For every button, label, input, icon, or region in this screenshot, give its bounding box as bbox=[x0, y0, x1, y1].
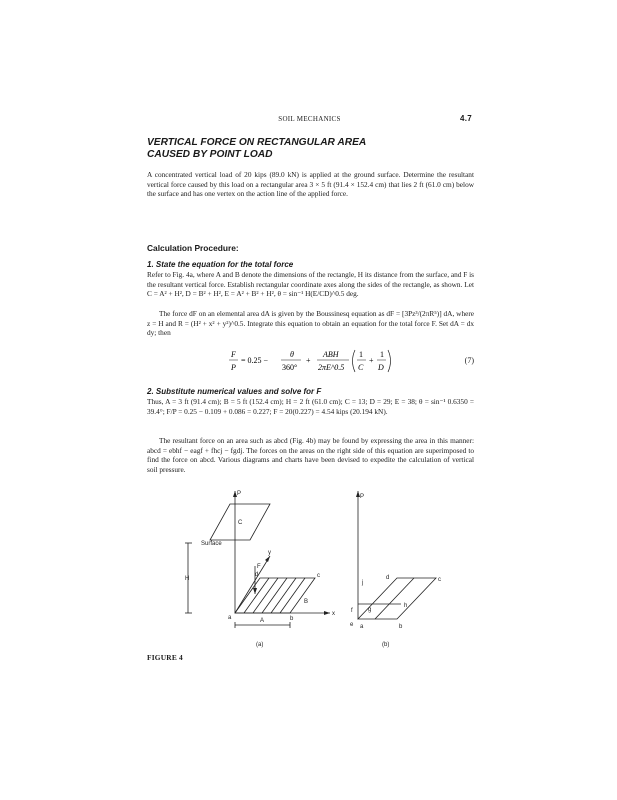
eq-plus: + bbox=[306, 356, 311, 365]
fig-a-label-A: A bbox=[260, 618, 265, 624]
figure-4a bbox=[185, 491, 335, 648]
step-2-paragraph-2: The resultant force on an area such as abcd (Fig. 4b) may be found by expressing the area in this manner: abcd = ebhf − eagf + fhcj − fgdj. The forces on the areas on the right side of this equation are superimposed to find the force on abcd. Various diagrams and charts have been devised to expedite the calculation of vertical soil pressure. bbox=[147, 436, 474, 474]
running-title: SOIL MECHANICS bbox=[278, 115, 341, 123]
eq-inner-denominator-1: C bbox=[358, 363, 364, 372]
fig-a-label-C: C bbox=[238, 520, 243, 526]
fig-b-label-j: j bbox=[362, 580, 364, 586]
fig-b-label-a: a bbox=[360, 624, 364, 630]
fig-b-label-P: P bbox=[360, 494, 365, 500]
eq-inner-numerator-2: 1 bbox=[380, 350, 384, 359]
eq-abh-denominator: 2πE^0.5 bbox=[318, 363, 345, 372]
eq-lhs-numerator: F bbox=[231, 350, 236, 359]
fig-a-label-P: P bbox=[237, 491, 242, 497]
eq-inner-plus: + bbox=[369, 356, 374, 365]
fig-b-panel-label: (b) bbox=[382, 642, 390, 648]
step-1-paragraph-2: The force dF on an elemental area dA is given by the Boussinesq equation as dF = [3Pz³/(2πR⁵)] dA, where z = H and R = (H² + x² + y²)^0.5. Integrate this equation to obtain an equation for the total force F. Set dA = dx dy; then bbox=[147, 309, 474, 337]
figure-4b bbox=[350, 491, 441, 648]
eq-theta-denominator: 360° bbox=[282, 363, 298, 372]
section-title-line-2: CAUSED BY POINT LOAD bbox=[147, 149, 273, 160]
eq-abh-numerator: ABH bbox=[323, 350, 339, 359]
fig-b-label-c: c bbox=[438, 577, 441, 583]
page-number: 4.7 bbox=[459, 114, 472, 123]
section-title bbox=[147, 137, 477, 161]
fig-b-label-f: f bbox=[351, 608, 353, 614]
fig-b-label-d: d bbox=[386, 575, 390, 581]
fig-a-label-a: a bbox=[228, 615, 232, 621]
step-1-paragraph-1: Refer to Fig. 4a, where A and B denote the dimensions of the rectangle, H its distance from the surface, and F is the resultant vertical force. Establish rectangular coordinate axes along the sides of the rectangle, as shown. Let C = A² + H², D = B² + H², E = A² + B² + H², θ = sin⁻¹ H(E/CD)^0.5 deg. bbox=[147, 270, 474, 298]
equation-7 bbox=[147, 348, 474, 376]
figure-4 bbox=[185, 486, 450, 651]
fig-a-label-b: b bbox=[290, 616, 294, 622]
eq-constant: = 0.25 − bbox=[241, 356, 269, 365]
fig-b-label-e: e bbox=[350, 622, 354, 628]
fig-a-label-surface: Surface bbox=[201, 541, 222, 547]
fig-a-label-y: y bbox=[268, 550, 271, 556]
fig-b-label-h: h bbox=[404, 603, 408, 609]
fig-a-label-H: H bbox=[185, 576, 190, 582]
fig-a-label-x: x bbox=[332, 611, 335, 617]
fig-a-label-B: B bbox=[304, 599, 309, 605]
fig-a-label-c: c bbox=[317, 573, 320, 579]
figure-caption: FIGURE 4 bbox=[147, 653, 183, 662]
fig-a-panel-label: (a) bbox=[256, 642, 264, 648]
running-header bbox=[147, 114, 472, 126]
section-title-line-1: VERTICAL FORCE ON RECTANGULAR AREA bbox=[147, 137, 367, 148]
step-2-heading: 2. Substitute numerical values and solve for F bbox=[147, 387, 322, 396]
eq-theta-numerator: θ bbox=[290, 350, 294, 359]
eq-inner-numerator-1: 1 bbox=[359, 350, 363, 359]
fig-a-label-F: F bbox=[257, 564, 261, 570]
eq-inner-denominator-2: D bbox=[378, 363, 384, 372]
fig-b-label-g: g bbox=[368, 607, 372, 613]
procedure-heading: Calculation Procedure: bbox=[147, 243, 239, 253]
problem-statement: A concentrated vertical load of 20 kips (89.0 kN) is applied at the ground surface. Determine the resultant vertical force caused by this load on a rectangular area 3 × 5 ft (91.4 × 152.4 cm) that lies 2 ft (61.0 cm) below the surface and has one vertex on the action line of the applied force. bbox=[147, 170, 474, 198]
equation-number: (7) bbox=[464, 356, 474, 365]
eq-lhs-denominator: P bbox=[231, 363, 236, 372]
fig-a-label-d: d bbox=[255, 572, 259, 578]
step-2-paragraph-1: Thus, A = 3 ft (91.4 cm); B = 5 ft (152.4 cm); H = 2 ft (61.0 cm); C = 13; D = 29; E = 38; θ = sin⁻¹ 0.6350 = 39.4°; F/P = 0.25 − 0.109 + 0.086 = 0.227; F = 20(0.227) = 4.54 kips (20.194 kN). bbox=[147, 397, 474, 416]
fig-b-label-b: b bbox=[399, 624, 403, 630]
step-1-heading: 1. State the equation for the total force bbox=[147, 260, 294, 269]
